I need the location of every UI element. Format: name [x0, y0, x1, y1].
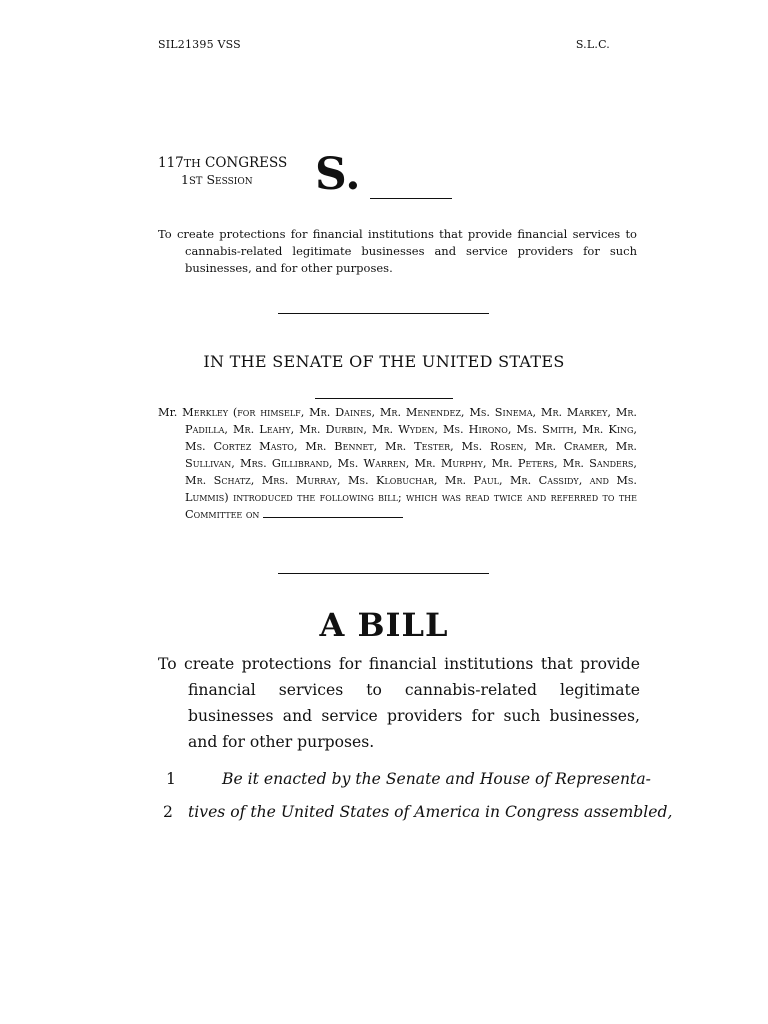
bill-number-blank	[370, 198, 452, 199]
sponsors-text: (for himself, Mr. Daines, Mr. Menendez, Ms. Sinema, Mr. Markey, Mr. Padilla, Mr. Leahy, Mr. Durbin, Mr. Wyden, Ms. Hirono, Ms. Smith, Mr. King, Ms. Cortez Masto, Mr. Bennet, Mr. Tester, Ms. Rosen, Mr. Cramer, Mr. Sullivan, Mrs. Gillibrand, Ms. Warren, Mr. Murphy, Mr. Peters, Mr. Sanders, Mr. Schatz, Mrs. Murray, Ms. Klobuchar, Mr. Paul, Mr. Cassidy, and Ms. Lummis) introduced the following bill; which was read twice and referred to the Committee on	[185, 406, 637, 521]
congress-number-suffix: TH	[183, 157, 201, 170]
line-number: 2	[163, 803, 173, 821]
divider-rule	[278, 573, 489, 574]
enacting-clause-line: Be it enacted by the Senate and House of Representa-	[222, 770, 651, 788]
divider-rule	[278, 313, 489, 314]
session-word: Session	[206, 172, 253, 187]
bill-title: A BILL	[319, 606, 449, 644]
lead-sponsor-name: Merkley	[182, 406, 228, 419]
chamber-heading: IN THE SENATE OF THE UNITED STATES	[203, 352, 565, 371]
bill-number-prefix: S.	[315, 149, 361, 200]
office-code: S.L.C.	[575, 38, 610, 51]
session-number: 1	[181, 172, 189, 187]
session-label	[181, 172, 253, 187]
committee-blank	[263, 507, 403, 518]
purpose-full: To create protections for financial institutions that provide financial services to cannabis-related legitimate businesses and service providers for such businesses, and for other purposes.	[158, 655, 640, 751]
document-id: SIL21395 VSS	[158, 38, 241, 51]
congress-word: CONGRESS	[205, 155, 288, 171]
congress-label	[158, 155, 287, 172]
session-number-suffix: ST	[188, 176, 203, 187]
congress-number: 117	[158, 155, 184, 171]
lead-sponsor-prefix: Mr.	[158, 406, 183, 419]
sponsors-paragraph	[158, 404, 637, 523]
purpose-summary: To create protections for financial institutions that provide financial services to cannabis-related legitimate businesses and service providers for such businesses, and for other purposes.	[158, 227, 637, 275]
line-number: 1	[166, 770, 176, 788]
divider-thin	[315, 398, 453, 399]
enacting-clause-line: tives of the United States of America in Congress assembled,	[188, 803, 673, 821]
